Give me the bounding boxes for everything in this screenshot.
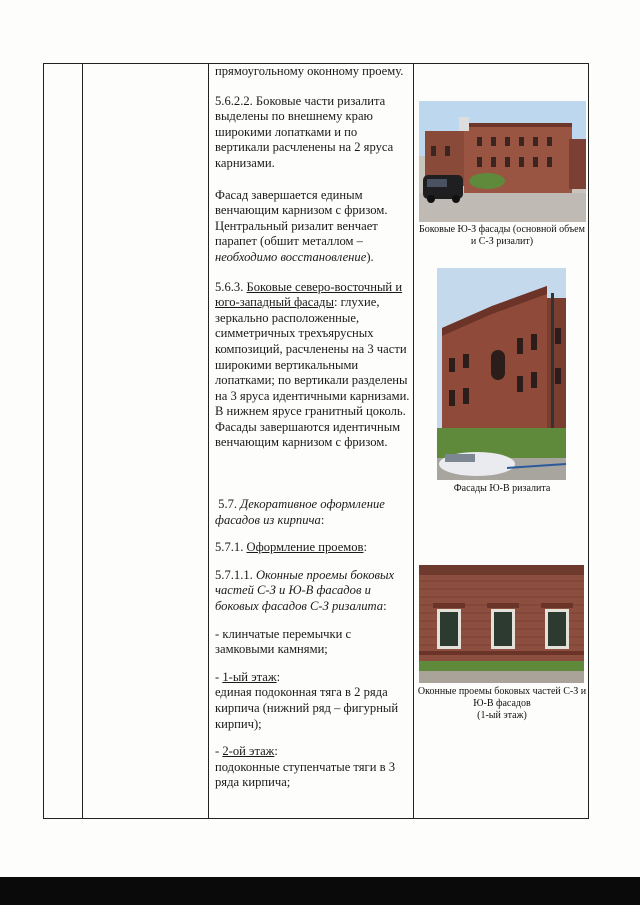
- list-item-second-floor: - 2-ой этаж: подоконные ступенчатые тяги в 3 ряда кирпича;: [215, 744, 396, 790]
- list-item-wedge-lintels: - клинчатые перемычки с замковыми камнями;: [215, 626, 352, 657]
- table-bottom-border: [43, 818, 588, 819]
- photo-sw-facades: [419, 101, 586, 222]
- caption-window-openings: Оконные проемы боковых частей С-З и Ю-В фасадов (1-ый этаж): [417, 686, 587, 721]
- list-item-first-floor: - 1-ый этаж: единая подоконная тяга в 2 ряда кирпича (нижний ряд – фигурный кирпич);: [215, 669, 399, 731]
- paragraph-5-7-1-1: 5.7.1.1. Оконные проемы боковых частей С-З и Ю-В фасадов и боковых фасадов С-З ризалита:: [215, 567, 395, 614]
- photo-window-openings: [419, 565, 584, 683]
- paragraph-5-6-3: 5.6.3. Боковые северо-восточный и юго-западный фасады: глухие, зеркально расположенные, симметричных трехъярусных композиций, расчленены на 3 части широкими вертикальными лопатками; по вертикали разделены на 3 яруса идентичными карнизами. В нижнем ярусе гранитный цоколь. Фасады завершаются идентичным венчающим карнизом с фризом.: [215, 279, 410, 450]
- column-divider-1: [82, 63, 83, 819]
- caption-sw-facades: Боковые Ю-З фасады (основной объем и С-З ризалит): [419, 224, 585, 247]
- scan-bottom-edge: [0, 877, 640, 905]
- paragraph-5-6-2-2: 5.6.2.2. Боковые части ризалита выделены по внешнему краю широкими лопатками и по вертикали расчленены на 2 яруса карнизами.: [215, 93, 394, 170]
- description-column: [215, 64, 410, 791]
- paragraph-5-7: 5.7. Декоративное оформление фасадов из кирпича:: [215, 497, 385, 527]
- caption-se-risalit: Фасады Ю-В ризалита: [453, 483, 551, 494]
- table-right-border: [588, 63, 589, 819]
- paragraph-continuation: прямоугольному оконному проему.: [215, 64, 404, 78]
- column-divider-2: [208, 63, 209, 819]
- paragraph-5-7-1: 5.7.1. Оформление проемов:: [215, 540, 368, 555]
- paragraph-facade-completion: Фасад завершается единым венчающим карнизом с фризом. Центральный ризалит венчает парапет (обшит металлом – необходимо восстановление).: [215, 187, 388, 264]
- table-left-border: [43, 63, 44, 819]
- column-divider-3: [413, 63, 414, 819]
- photo-se-risalit-facades: [437, 268, 566, 480]
